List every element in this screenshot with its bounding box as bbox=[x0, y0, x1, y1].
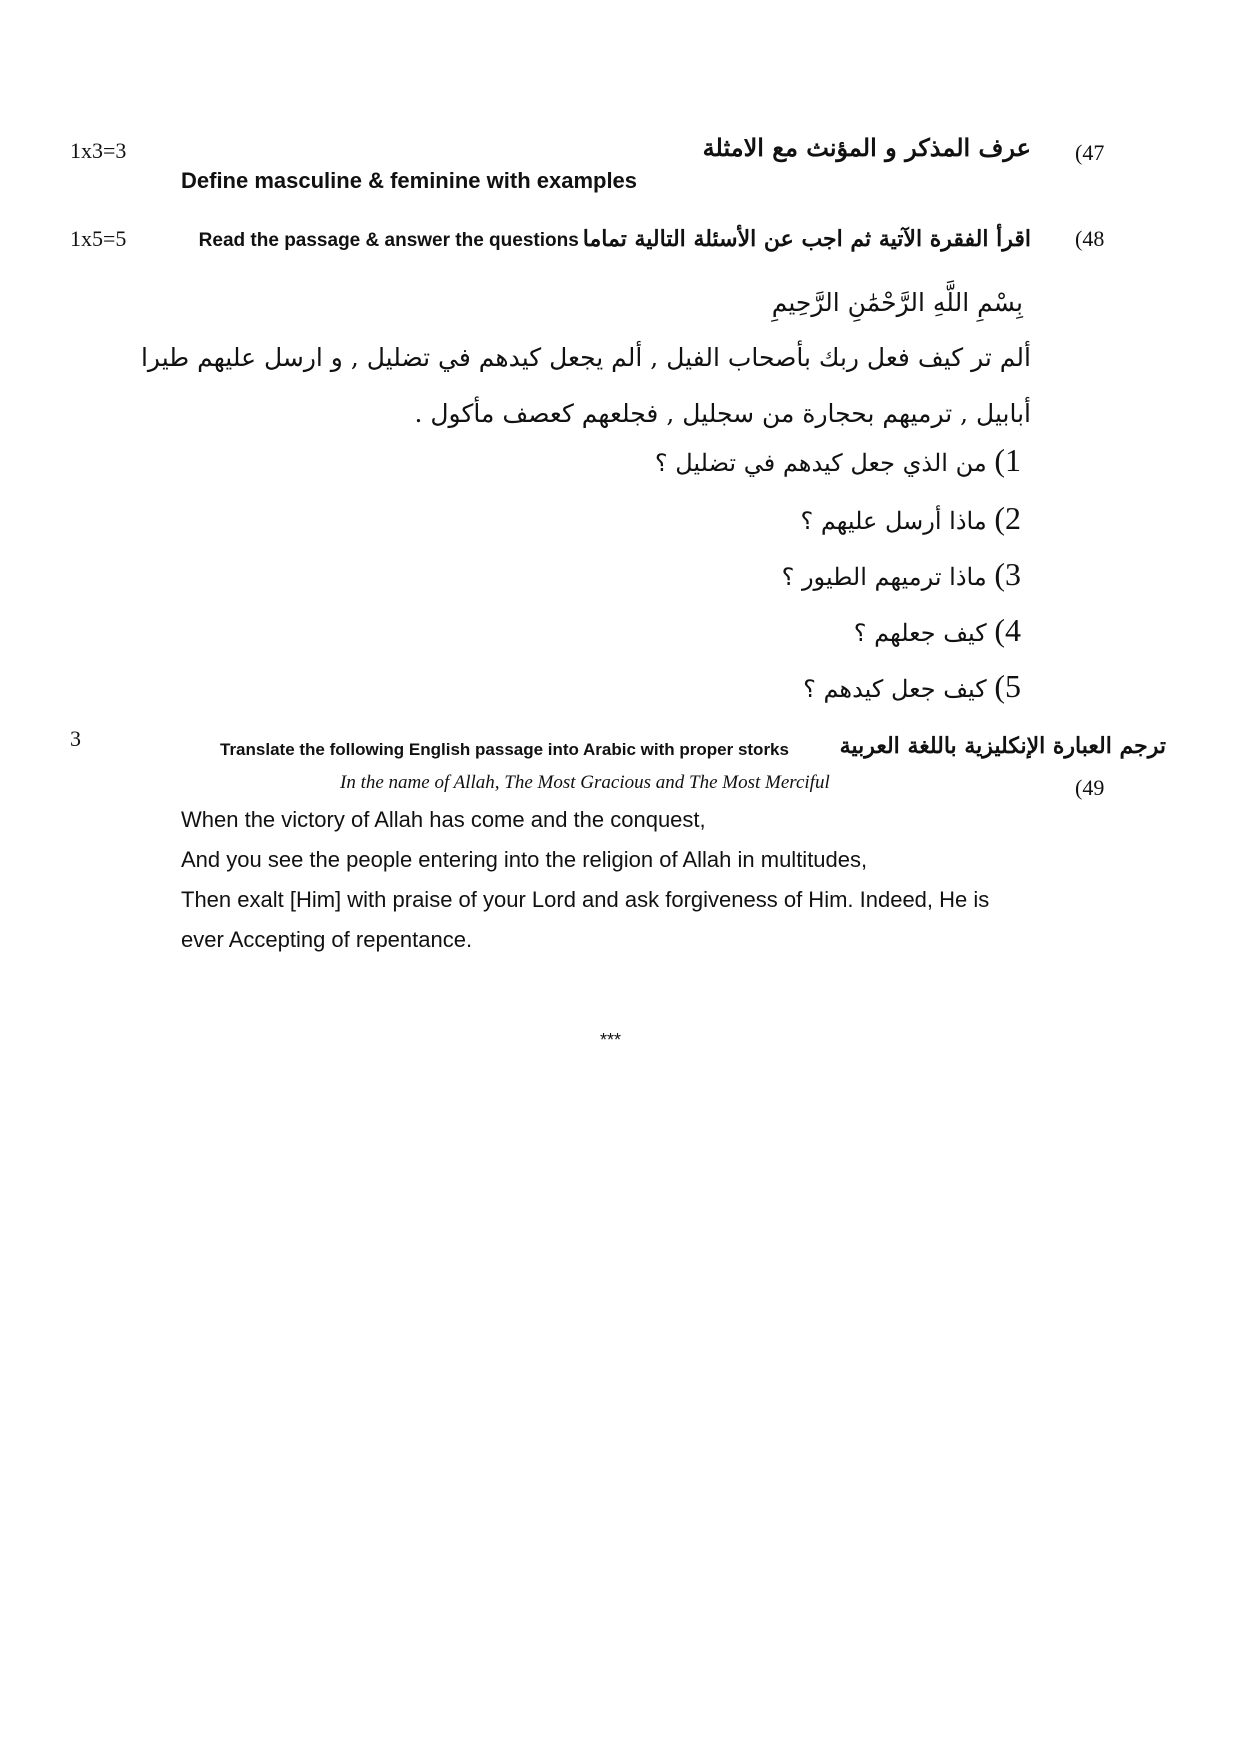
passage-line-1: ألم تر كيف فعل ربك بأصحاب الفيل , ألم يجعل كيدهم في تضليل , و ارسل عليهم طيرا bbox=[140, 343, 1031, 372]
q49-number: (49 bbox=[1075, 775, 1105, 800]
q48-marks: 1x5=5 bbox=[70, 226, 127, 251]
q47-arabic-prompt: عرف المذكر و المؤنث مع الامثلة bbox=[702, 133, 1031, 162]
translation-line-3: Then exalt [Him] with praise of your Lord and ask forgiveness of Him. Indeed, He is bbox=[181, 887, 990, 912]
question-number: 3) bbox=[994, 556, 1021, 592]
q48-english-instruction: Read the passage & answer the questions bbox=[198, 230, 579, 251]
question-text: كيف جعل كيدهم ؟ bbox=[803, 675, 987, 703]
q49-marks: 3 bbox=[70, 726, 81, 751]
translation-line-2: And you see the people entering into the religion of Allah in multitudes, bbox=[181, 847, 868, 872]
q47-english-prompt: Define masculine & feminine with examples bbox=[181, 168, 638, 193]
q48-arabic-instruction: اقرأ الفقرة الآتية ثم اجب عن الأسئلة التالية تماما bbox=[582, 226, 1031, 252]
question-text: كيف جعلهم ؟ bbox=[853, 619, 987, 647]
question-number: 1) bbox=[994, 442, 1021, 478]
question-2 bbox=[800, 500, 1021, 537]
q47-number: (47 bbox=[1075, 140, 1105, 165]
translation-line-1: When the victory of Allah has come and the conquest, bbox=[181, 807, 706, 832]
question-number: 4) bbox=[994, 612, 1021, 648]
q48-instruction bbox=[199, 226, 1031, 252]
translation-line-4: ever Accepting of repentance. bbox=[181, 927, 473, 952]
passage-line-2: أبابيل , ترميهم بحجارة من سجليل , فجلعهم كعصف مأكول . bbox=[414, 399, 1031, 428]
q49-english-instruction: Translate the following English passage into Arabic with proper storks bbox=[220, 740, 789, 759]
question-number: 5) bbox=[994, 668, 1021, 704]
basmala: بِسْمِ اللَّهِ الرَّحْمَٰنِ الرَّحِيمِ bbox=[771, 288, 1023, 317]
question-text: ماذا ترميهم الطيور ؟ bbox=[781, 563, 987, 591]
q47-marks: 1x3=3 bbox=[70, 138, 127, 163]
translation-passage bbox=[181, 800, 989, 960]
question-5 bbox=[803, 668, 1021, 705]
question-text: من الذي جعل كيدهم في تضليل ؟ bbox=[654, 449, 987, 477]
question-3 bbox=[782, 556, 1021, 593]
q48-number: (48 bbox=[1075, 226, 1105, 251]
translation-heading: In the name of Allah, The Most Gracious and The Most Merciful bbox=[340, 772, 830, 793]
question-number: 2) bbox=[994, 500, 1021, 536]
end-mark: *** bbox=[600, 1030, 622, 1050]
passage bbox=[140, 330, 1031, 442]
question-1 bbox=[655, 442, 1021, 479]
question-text: ماذا أرسل عليهم ؟ bbox=[800, 507, 987, 535]
q49-arabic-instruction: ترجم العبارة الإنكليزية باللغة العربية bbox=[839, 733, 1166, 759]
question-4 bbox=[854, 612, 1021, 649]
